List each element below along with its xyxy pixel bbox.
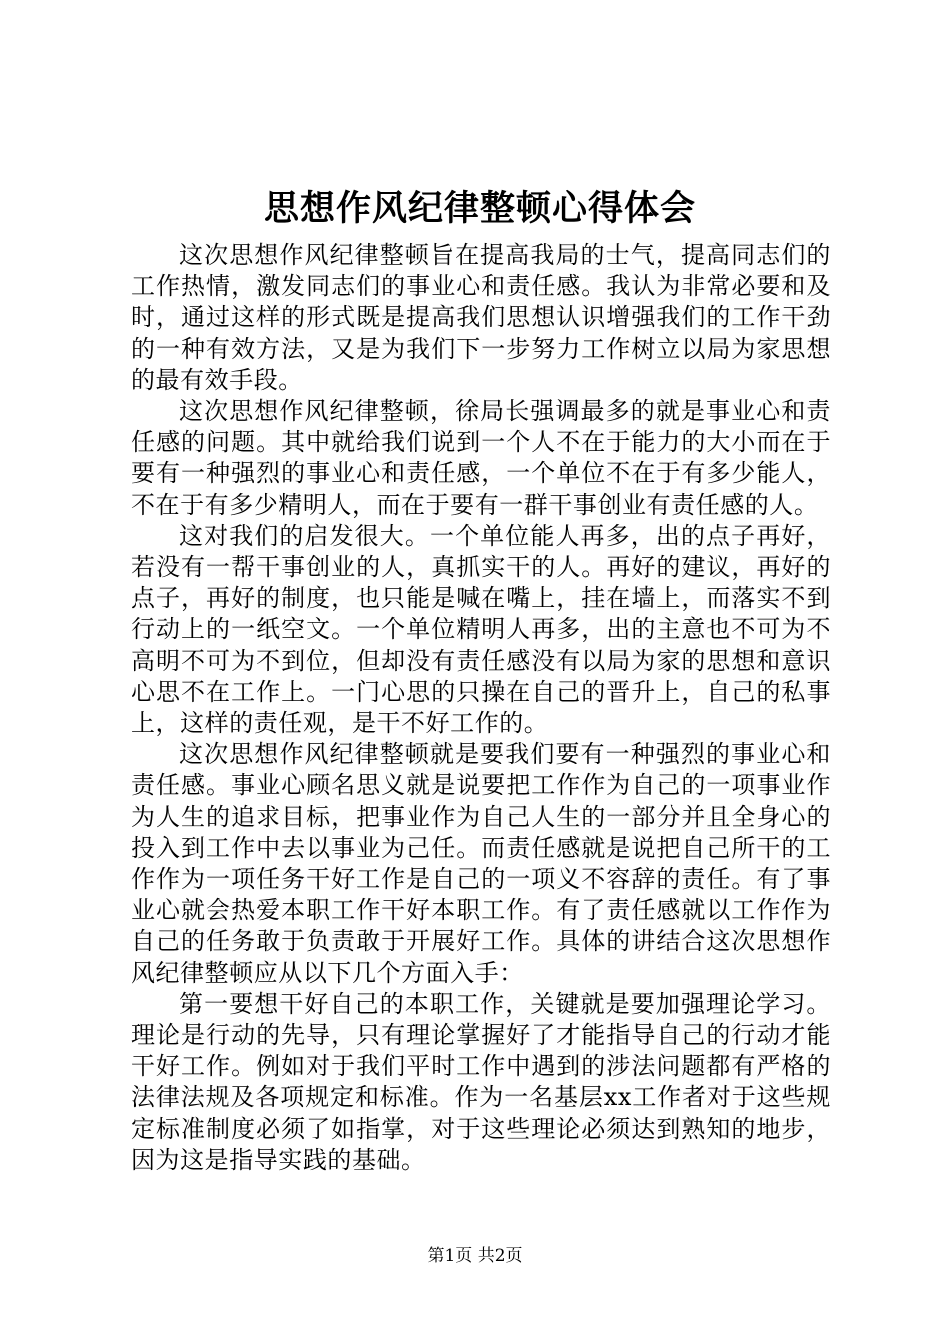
- paragraph-4: 这次思想作风纪律整顿就是要我们要有一种强烈的事业心和责任感。事业心顾名思义就是说要把工作作为自己的一项事业作为人生的追求目标，把事业作为自己人生的一部分并且全身心的投入到工作中去以事业为己任。而责任感就是说把自己所干的工作作为一项任务干好工作是自己的一项义不容辞的责任。有了事业心就会热爱本职工作干好本职工作。有了责任感就以工作作为自己的任务敢于负责敢于开展好工作。具体的讲结合这次思想作风纪律整顿应从以下几个方面入手：: [131, 740, 831, 987]
- document-body: [131, 240, 831, 1176]
- paragraph-2: 这次思想作风纪律整顿，徐局长强调最多的就是事业心和责任感的问题。其中就给我们说到一个人不在于能力的大小而在于要有一种强烈的事业心和责任感，一个单位不在于有多少能人，不在于有多少精明人，而在于要有一群干事创业有责任感的人。: [131, 397, 831, 519]
- paragraph-3: 这对我们的启发很大。一个单位能人再多，出的点子再好，若没有一帮干事创业的人，真抓实干的人。再好的建议，再好的点子，再好的制度，也只能是喊在嘴上，挂在墙上，而落实不到行动上的一纸空文。一个单位精明人再多，出的主意也不可为不高明不可为不到位，但却没有责任感没有以局为家的思想和意识心思不在工作上。一门心思的只操在自己的晋升上，自己的私事上，这样的责任观，是干不好工作的。: [131, 521, 831, 738]
- paragraph-1: 这次思想作风纪律整顿旨在提高我局的士气，提高同志们的工作热情，激发同志们的事业心和责任感。我认为非常必要和及时，通过这样的形式既是提高我们思想认识增强我们的工作干劲的一种有效方法，又是为我们下一步努力工作树立以局为家思想的最有效手段。: [131, 241, 831, 394]
- page-footer: 第1页 共2页: [427, 1246, 523, 1266]
- document-title: 思想作风纪律整顿心得体会: [263, 188, 696, 229]
- paragraph-5: 第一要想干好自己的本职工作，关键就是要加强理论学习。理论是行动的先导，只有理论掌握好了才能指导自己的行动才能干好工作。例如对于我们平时工作中遇到的涉法问题都有严格的法律法规及各项规定和标准。作为一名基层xx工作者对于这些规定标准制度必须了如指掌，对于这些理论必须达到熟知的地步，因为这是指导实践的基础。: [131, 989, 831, 1174]
